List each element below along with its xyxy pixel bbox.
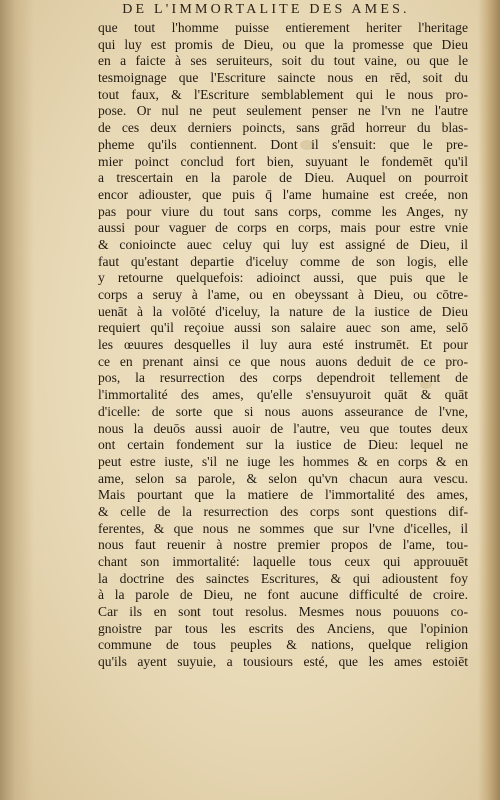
body-text: [98, 20, 468, 671]
text-line: a trescertain en la parole de Dieu. Auquel on pourroit: [98, 170, 468, 186]
text-line: pheme qu'ils contiennent. Dont il s'ensuit: que le pre-: [98, 136, 468, 152]
text-line: faut qu'estant departie d'iceluy comme de son logis, elle: [98, 253, 468, 269]
page-edge-shadow: [478, 0, 500, 800]
text-line: & conioincte auec celuy qui luy est assigné de Dieu, il: [98, 236, 468, 252]
text-line: nous faut reuenir à nostre premier propos de l'ame, tou-: [98, 537, 468, 553]
text-line: que tout l'homme puisse entierement heriter l'heritage: [98, 20, 468, 35]
text-line: & celle de la resurrection des corps sont questions dif-: [98, 503, 468, 519]
text-line: tesmoignage que l'Escriture saincte nous en rēd, soit du: [98, 70, 468, 86]
text-line: les œuures desquelles il luy aura esté instrumēt. Et pour: [98, 337, 468, 353]
page-gutter-shadow: [0, 0, 34, 800]
text-line: en a faicte à ses seruiteurs, soit du tout vaine, ou que le: [98, 53, 468, 69]
text-line: chant son immortalité: laquelle tous ceux qui approuuēt: [98, 554, 468, 569]
text-line: requiert qu'il reçoiue aussi son salaire auec son ame, selō: [98, 320, 468, 336]
text-line: qui luy est promis de Dieu, ou que la promesse que Dieu: [98, 36, 468, 52]
text-line: ont certain fondement sur la iustice de Dieu: lequel ne: [98, 437, 468, 453]
text-line: commune de tous peuples & nations, quelque religion: [98, 637, 468, 653]
running-head: DE L'IMMORTALITE DES AMES.: [122, 2, 410, 17]
text-line: qu'ils ayent suyuie, a tousiours esté, que les ames estoiēt: [98, 654, 468, 670]
text-line: uenāt à la volōté d'iceluy, la nature de la iustice de Dieu: [98, 303, 468, 319]
text-line: peut estre iuste, s'il ne iuge les hommes & en corps & en: [98, 453, 468, 469]
text-line: ce en prenant ainsi ce que nous auons deduit de ce pro-: [98, 353, 468, 369]
text-line: ferentes, & que nous ne sommes que sur l'vne d'icelles, il: [98, 520, 468, 536]
text-line: gnoistre par tous les escrits des Anciens, que l'opinion: [98, 620, 468, 636]
text-line: à la parole de Dieu, ne font aucune difficulté de croire.: [98, 587, 468, 603]
text-line: pose. Or nul ne peut seulement penser ne l'vn ne l'autre: [98, 103, 468, 119]
text-line: y retourne quelquefois: adioinct aussi, que puis que le: [98, 270, 468, 286]
text-line: Car ils en sont tout resolus. Mesmes nous pouuons co-: [98, 604, 468, 620]
text-line: de ces deux derniers poincts, sans grād horreur du blas-: [98, 120, 468, 136]
text-line: encor adiouster, que puis q̄ l'ame humaine est creée, non: [98, 186, 468, 202]
text-line: pas pour viure du tout sans corps, comme les Anges, ny: [98, 203, 468, 219]
text-line: corps a seruy à l'ame, ou en obeyssant à Dieu, ou cōtre-: [98, 287, 468, 302]
text-line: aussi pour vaguer de corps en corps, mais pour estre vnie: [98, 220, 468, 236]
text-line: d'icelle: de sorte que si nous auons asseurance de l'vne,: [98, 403, 468, 419]
text-line: nous la deuōs aussi auoir de l'autre, veu que toutes deux: [98, 420, 468, 436]
text-line: la doctrine des sainctes Escritures, & qui adioustent foy: [98, 570, 468, 586]
text-line: mier poinct conclud fort bien, suyuant le fondemēt qu'il: [98, 153, 468, 169]
text-line: ame, selon sa parole, & selon qu'vn chacun aura vescu.: [98, 470, 468, 486]
text-line: pos, la resurrection des corps dependroit tellement de: [98, 370, 468, 386]
text-line: Mais pourtant que la matiere de l'immortalité des ames,: [98, 487, 468, 503]
text-line: tout faux, & l'Escriture semblablement qui le nous pro-: [98, 86, 468, 102]
text-line: l'immortalité des ames, qu'elle s'ensuyuroit quāt & quāt: [98, 387, 468, 403]
